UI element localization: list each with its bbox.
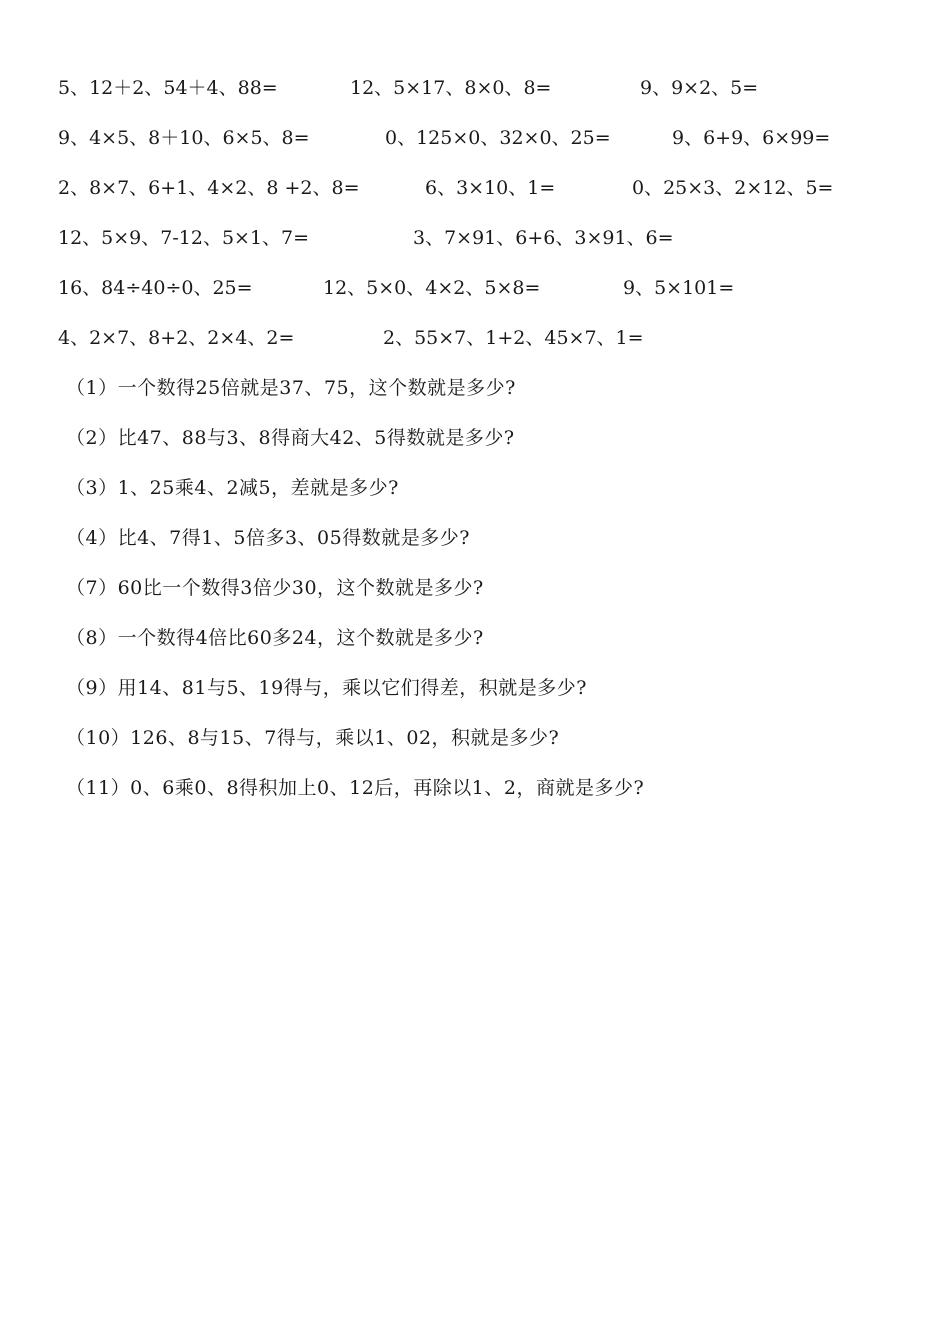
calc-expression: 5、12＋2、54＋4、88=: [58, 77, 278, 99]
calc-expression: 9、5×101=: [623, 277, 735, 299]
calc-expression: 2、8×7、6+1、4×2、8 +2、8=: [58, 177, 360, 199]
calc-expression: 3、7×91、6+6、3×91、6=: [413, 227, 674, 249]
calc-row-1: [0, 76, 950, 116]
calc-expression: 9、4×5、8＋10、6×5、8=: [58, 127, 310, 149]
calc-expression: 9、6+9、6×99=: [672, 127, 831, 149]
calc-row-2: [0, 126, 950, 166]
word-problem-9: （9）用14、81与5、19得与，乘以它们得差，积就是多少?: [66, 677, 587, 699]
calc-expression: 12、5×17、8×0、8=: [350, 77, 552, 99]
word-problem-7: （7）60比一个数得3倍少30，这个数就是多少?: [66, 577, 484, 599]
calc-expression: 9、9×2、5=: [640, 77, 759, 99]
calc-expression: 2、55×7、1+2、45×7、1=: [383, 327, 644, 349]
word-problem-3: （3）1、25乘4、2减5，差就是多少?: [66, 477, 399, 499]
calc-expression: 0、125×0、32×0、25=: [385, 127, 611, 149]
calc-row-3: [0, 176, 950, 216]
calc-expression: 0、25×3、2×12、5=: [632, 177, 834, 199]
word-problem-4: （4）比4、7得1、5倍多3、05得数就是多少?: [66, 527, 470, 549]
word-problem-10: （10）126、8与15、7得与，乘以1、02，积就是多少?: [66, 727, 560, 749]
calc-row-5: [0, 276, 950, 316]
calc-expression: 16、84÷40÷0、25=: [58, 277, 253, 299]
word-problem-1: （1）一个数得25倍就是37、75，这个数就是多少?: [66, 377, 516, 399]
calc-row-6: [0, 326, 950, 366]
calc-expression: 6、3×10、1=: [425, 177, 556, 199]
word-problem-8: （8）一个数得4倍比60多24，这个数就是多少?: [66, 627, 484, 649]
word-problem-11: （11）0、6乘0、8得积加上0、12后，再除以1、2，商就是多少?: [66, 777, 645, 799]
calc-row-4: [0, 226, 950, 266]
calc-expression: 4、2×7、8+2、2×4、2=: [58, 327, 295, 349]
calc-expression: 12、5×0、4×2、5×8=: [323, 277, 541, 299]
calc-expression: 12、5×9、7-12、5×1、7=: [58, 227, 310, 249]
word-problem-2: （2）比47、88与3、8得商大42、5得数就是多少?: [66, 427, 515, 449]
